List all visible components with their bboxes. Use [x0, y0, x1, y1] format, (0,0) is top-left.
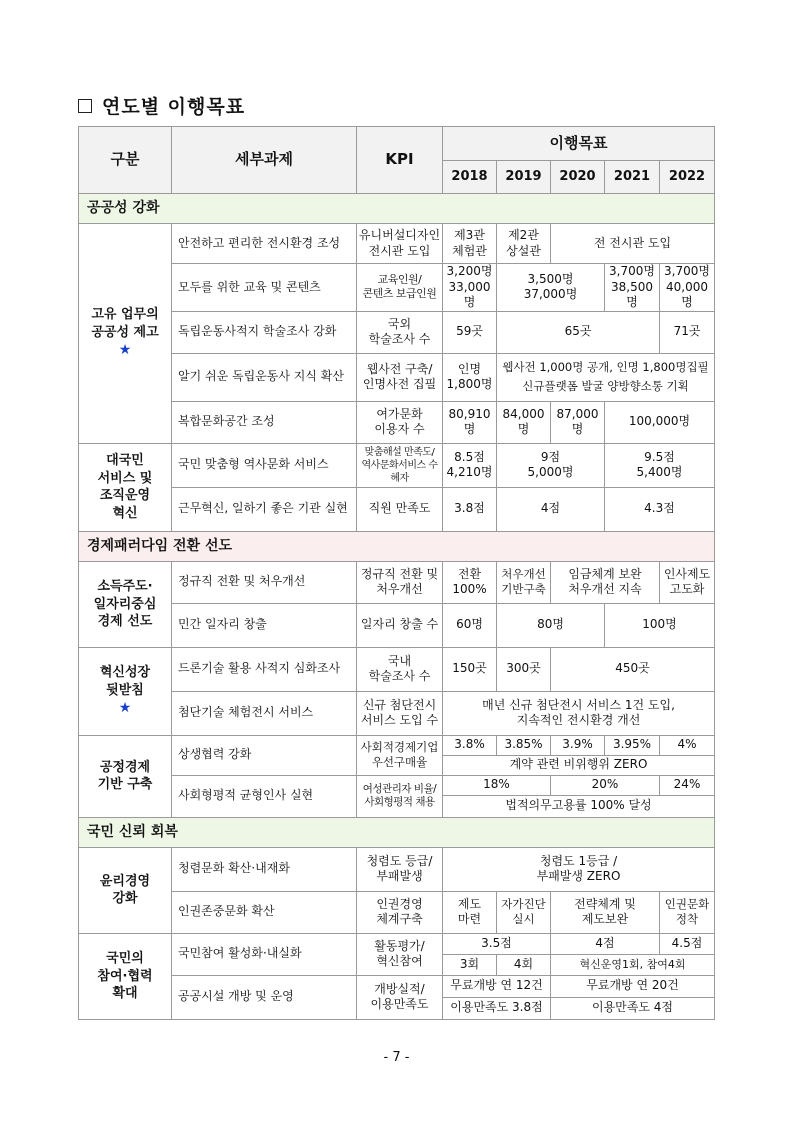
- category-cell: 대국민 서비스 및 조직운영 혁신: [79, 443, 172, 531]
- kpi-cell: 청렴도 등급/ 부패발생: [357, 847, 443, 891]
- kpi-cell: 활동평가/ 혁신참여: [357, 933, 443, 975]
- target-cell: 24%: [660, 775, 715, 795]
- target-cell: 60명: [443, 603, 497, 647]
- target-cell: 무료개방 연 20건: [551, 975, 715, 997]
- target-cell: 3.8점: [443, 487, 497, 531]
- target-cell: 인권문화 정착: [660, 891, 715, 933]
- task-cell: 청렴문화 확산·내재화: [172, 847, 357, 891]
- target-cell: 3.85%: [497, 735, 551, 755]
- kpi-cell: 직원 만족도: [357, 487, 443, 531]
- target-cell: 3.8%: [443, 735, 497, 755]
- task-cell: 공공시설 개방 및 운영: [172, 975, 357, 1019]
- star-icon: ★: [118, 342, 132, 359]
- target-cell: 이용만족도 4점: [551, 997, 715, 1019]
- header-year: 2018: [443, 161, 497, 194]
- section-title: 국민 신뢰 회복: [79, 817, 715, 847]
- kpi-cell: 웹사전 구축/ 인명사전 집필: [357, 353, 443, 401]
- target-cell: 4.3점: [605, 487, 715, 531]
- header-target: 이행목표: [443, 127, 715, 161]
- target-cell: 4점: [497, 487, 605, 531]
- target-cell: 혁신운영1회, 참여4회: [551, 954, 715, 975]
- target-cell: 제3관 체험관: [443, 224, 497, 264]
- category-cell: 소득주도· 일자리중심 경제 선도: [79, 561, 172, 647]
- kpi-cell: 유니버설디자인 전시관 도입: [357, 224, 443, 264]
- header-year: 2019: [497, 161, 551, 194]
- category-cell: 고유 업무의 공공성 제고 ★: [79, 224, 172, 444]
- heading-text: 연도별 이행목표: [102, 96, 246, 118]
- target-cell: 전환 100%: [443, 561, 497, 603]
- target-cell: 9점 5,000명: [497, 443, 605, 487]
- target-cell: 전 전시관 도입: [551, 224, 715, 264]
- target-cell: 이용만족도 3.8점: [443, 997, 551, 1019]
- kpi-cell: 교육인원/ 콘텐츠 보급인원: [357, 264, 443, 312]
- target-cell: 71곳: [660, 311, 715, 353]
- task-cell: 국민 맞춤형 역사문화 서비스: [172, 443, 357, 487]
- target-cell: 4회: [497, 954, 551, 975]
- target-cell: 인사제도 고도화: [660, 561, 715, 603]
- checkbox-square-icon: [78, 99, 92, 113]
- target-cell: 웹사전 1,000명 공개, 인명 1,800명집필 신규플랫폼 발굴 양방향소통 기획: [497, 353, 715, 401]
- target-cell: 4.5점: [660, 933, 715, 954]
- kpi-cell: 국내 학술조사 수: [357, 647, 443, 691]
- target-cell: 80명: [497, 603, 605, 647]
- task-cell: 첨단기술 체험전시 서비스: [172, 691, 357, 735]
- kpi-cell: 맞춤해설 만족도/ 역사문화서비스 수혜자: [357, 443, 443, 487]
- target-cell: 제2관 상설관: [497, 224, 551, 264]
- target-cell: 3,500명 37,000명: [497, 264, 605, 312]
- kpi-cell: 개방실적/ 이용만족도: [357, 975, 443, 1019]
- task-cell: 독립운동사적지 학술조사 강화: [172, 311, 357, 353]
- target-cell: 59곳: [443, 311, 497, 353]
- task-cell: 국민참여 활성화·내실화: [172, 933, 357, 975]
- task-cell: 사회형평적 균형인사 실현: [172, 775, 357, 817]
- header-category: 구분: [79, 127, 172, 194]
- task-cell: 모두를 위한 교육 및 콘텐츠: [172, 264, 357, 312]
- kpi-cell: 국외 학술조사 수: [357, 311, 443, 353]
- target-cell: 3.5점: [443, 933, 551, 954]
- target-cell: 임금체계 보완 처우개선 지속: [551, 561, 660, 603]
- section-title: 경제패러다임 전환 선도: [79, 531, 715, 561]
- target-cell: 4점: [551, 933, 660, 954]
- header-year: 2022: [660, 161, 715, 194]
- category-cell: 공정경제 기반 구축: [79, 735, 172, 817]
- target-cell: 65곳: [497, 311, 660, 353]
- header-task: 세부과제: [172, 127, 357, 194]
- target-cell: 3,700명 38,500명: [605, 264, 660, 312]
- task-cell: 인권존중문화 확산: [172, 891, 357, 933]
- kpi-cell: 정규직 전환 및 처우개선: [357, 561, 443, 603]
- target-cell: 18%: [443, 775, 551, 795]
- section-heading: [78, 92, 245, 119]
- task-cell: 민간 일자리 창출: [172, 603, 357, 647]
- kpi-cell: 여가문화 이용자 수: [357, 401, 443, 443]
- star-icon: ★: [118, 700, 132, 717]
- task-cell: 상생협력 강화: [172, 735, 357, 775]
- section-title: 공공성 강화: [79, 194, 715, 224]
- target-cell: 3,200명 33,000명: [443, 264, 497, 312]
- kpi-cell: 여성관리자 비율/ 사회형평적 채용: [357, 775, 443, 817]
- target-cell: 100명: [605, 603, 715, 647]
- target-cell: 청렴도 1등급 / 부패발생 ZERO: [443, 847, 715, 891]
- target-cell: 80,910명: [443, 401, 497, 443]
- annual-targets-table: [78, 126, 715, 1020]
- target-cell: 계약 관련 비위행위 ZERO: [443, 755, 715, 775]
- target-cell: 인명 1,800명: [443, 353, 497, 401]
- target-cell: 9.5점 5,400명: [605, 443, 715, 487]
- category-cell: 혁신성장 뒷받침 ★: [79, 647, 172, 735]
- target-cell: 87,000명: [551, 401, 605, 443]
- target-cell: 3회: [443, 954, 497, 975]
- kpi-cell: 신규 첨단전시 서비스 도입 수: [357, 691, 443, 735]
- header-year: 2020: [551, 161, 605, 194]
- page-number: - 7 -: [383, 1050, 410, 1065]
- target-cell: 법적의무고용률 100% 달성: [443, 795, 715, 817]
- target-cell: 무료개방 연 12건: [443, 975, 551, 997]
- task-cell: 정규직 전환 및 처우개선: [172, 561, 357, 603]
- header-kpi: KPI: [357, 127, 443, 194]
- target-cell: 450곳: [551, 647, 715, 691]
- target-cell: 8.5점 4,210명: [443, 443, 497, 487]
- kpi-cell: 사회적경제기업 우선구매율: [357, 735, 443, 775]
- target-cell: 자가진단 실시: [497, 891, 551, 933]
- target-cell: 전략체계 및 제도보완: [551, 891, 660, 933]
- task-cell: 근무혁신, 일하기 좋은 기관 실현: [172, 487, 357, 531]
- target-cell: 3,700명 40,000명: [660, 264, 715, 312]
- target-cell: 4%: [660, 735, 715, 755]
- task-cell: 알기 쉬운 독립운동사 지식 확산: [172, 353, 357, 401]
- target-cell: 100,000명: [605, 401, 715, 443]
- target-cell: 처우개선 기반구축: [497, 561, 551, 603]
- target-cell: 3.95%: [605, 735, 660, 755]
- category-cell: 국민의 참여·협력 확대: [79, 933, 172, 1019]
- target-cell: 제도 마련: [443, 891, 497, 933]
- category-cell: 윤리경영 강화: [79, 847, 172, 933]
- task-cell: 드론기술 활용 사적지 심화조사: [172, 647, 357, 691]
- kpi-cell: 일자리 창출 수: [357, 603, 443, 647]
- task-cell: 복합문화공간 조성: [172, 401, 357, 443]
- target-cell: 300곳: [497, 647, 551, 691]
- kpi-cell: 인권경영 체계구축: [357, 891, 443, 933]
- header-year: 2021: [605, 161, 660, 194]
- target-cell: 84,000명: [497, 401, 551, 443]
- task-cell: 안전하고 편리한 전시환경 조성: [172, 224, 357, 264]
- target-cell: 3.9%: [551, 735, 605, 755]
- target-cell: 150곳: [443, 647, 497, 691]
- target-cell: 매년 신규 첨단전시 서비스 1건 도입, 지속적인 전시환경 개선: [443, 691, 715, 735]
- target-cell: 20%: [551, 775, 660, 795]
